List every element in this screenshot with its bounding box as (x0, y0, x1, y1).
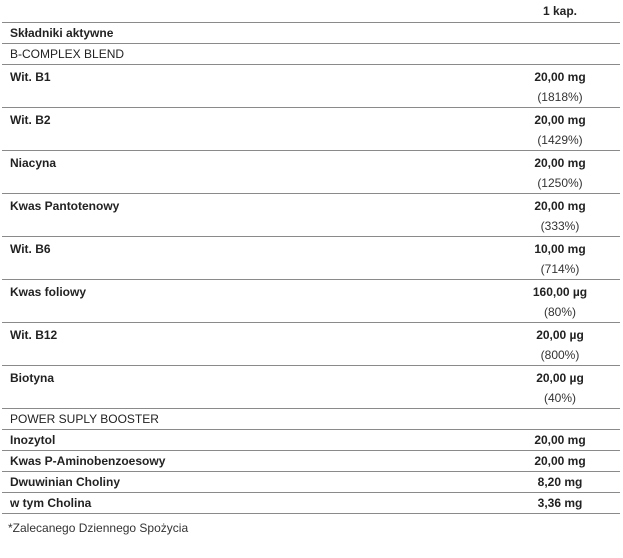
serving-header-row (2, 0, 620, 23)
ingredient-amount: 160,00 µg (532, 285, 588, 299)
ingredient-name: Niacyna (2, 151, 470, 194)
table-row (2, 65, 620, 108)
ingredient-name: Wit. B6 (2, 237, 470, 280)
table-row (2, 430, 620, 451)
ingredient-name: Wit. B12 (2, 323, 470, 366)
ingredient-name: Kwas foliowy (2, 280, 470, 323)
header-blank-cell (2, 0, 470, 23)
ingredient-amount: 8,20 mg (470, 472, 620, 493)
ingredient-amount-cell (470, 108, 620, 151)
ingredient-amount-cell (470, 151, 620, 194)
ingredient-amount: 20,00 mg (470, 430, 620, 451)
ingredient-amount: 20,00 mg (534, 199, 586, 213)
table-row (2, 451, 620, 472)
ingredient-amount: 20,00 mg (534, 156, 586, 170)
supplement-facts-table (2, 0, 620, 514)
table-row (2, 194, 620, 237)
table-row (2, 366, 620, 409)
ingredient-amount: 20,00 mg (470, 451, 620, 472)
ingredient-name: w tym Cholina (2, 493, 470, 514)
ingredient-amount: 20,00 mg (534, 70, 586, 84)
ingredient-rws-percent: (333%) (540, 219, 580, 233)
section-title: Składniki aktywne (2, 23, 620, 44)
ingredient-rws-percent: (800%) (540, 348, 580, 362)
table-row (2, 493, 620, 514)
ingredient-name: Wit. B1 (2, 65, 470, 108)
ingredient-name: Wit. B2 (2, 108, 470, 151)
table-row (2, 237, 620, 280)
table-row (2, 472, 620, 493)
serving-size-label: 1 kap. (470, 0, 620, 23)
footnote: *Zalecanego Dziennego Spożycia (8, 521, 189, 535)
ingredient-rws-percent: (714%) (540, 262, 580, 276)
ingredient-amount-cell (470, 280, 620, 323)
ingredient-name: Kwas Pantotenowy (2, 194, 470, 237)
ingredient-amount-cell (470, 323, 620, 366)
ingredient-rws-percent: (40%) (543, 391, 576, 405)
ingredient-amount-cell (470, 65, 620, 108)
ingredient-amount-cell (470, 366, 620, 409)
ingredient-name: Inozytol (2, 430, 470, 451)
section-title: B-COMPLEX BLEND (2, 44, 620, 65)
section-title: POWER SUPLY BOOSTER (2, 409, 620, 430)
ingredient-amount: 10,00 mg (534, 242, 586, 256)
ingredient-name: Biotyna (2, 366, 470, 409)
ingredient-name: Dwuwinian Choliny (2, 472, 470, 493)
ingredient-amount: 20,00 mg (534, 113, 586, 127)
table-row (2, 323, 620, 366)
section-b-complex (2, 44, 620, 65)
ingredient-rws-percent: (1818%) (537, 90, 583, 104)
ingredient-name: Kwas P-Aminobenzoesowy (2, 451, 470, 472)
section-power-supply-booster (2, 409, 620, 430)
table-row (2, 108, 620, 151)
ingredient-amount: 20,00 µg (536, 371, 584, 385)
table-row (2, 280, 620, 323)
ingredient-amount-cell (470, 237, 620, 280)
ingredient-rws-percent: (1250%) (537, 176, 583, 190)
section-active-ingredients (2, 23, 620, 44)
ingredient-amount: 20,00 µg (536, 328, 584, 342)
ingredient-rws-percent: (80%) (543, 305, 576, 319)
ingredient-amount-cell (470, 194, 620, 237)
ingredient-amount: 3,36 mg (470, 493, 620, 514)
table-row (2, 151, 620, 194)
ingredient-rws-percent: (1429%) (537, 133, 583, 147)
